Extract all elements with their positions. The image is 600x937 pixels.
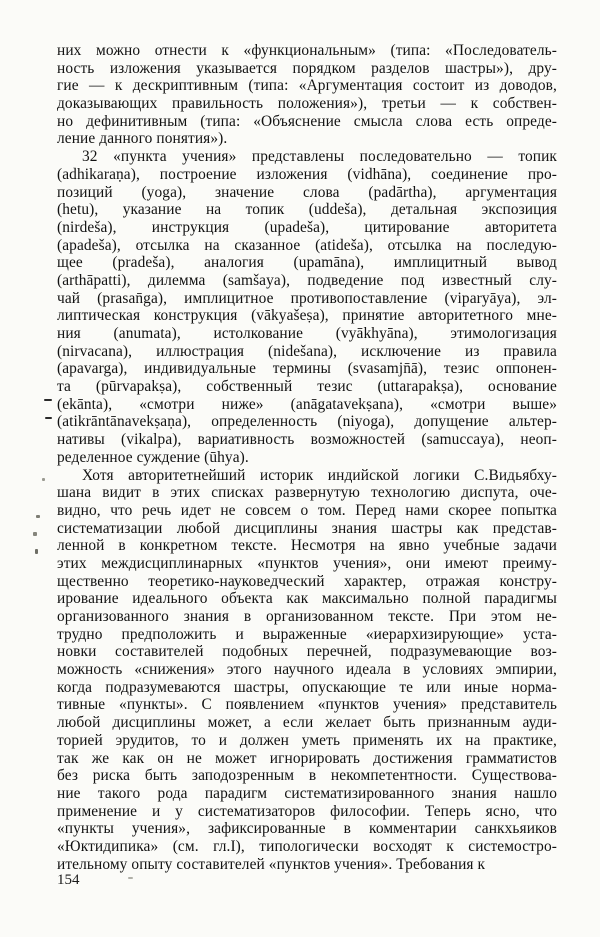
scan-artifact-speck xyxy=(42,478,45,481)
text-line: новки составителей подобных перечней, подразумевающие воз- xyxy=(57,643,557,661)
text-line: шана видит в этих списках развернутую технологию диспута, оче- xyxy=(57,484,557,502)
text-line: систематизации любой дисциплины знания шастры как представ- xyxy=(57,519,557,537)
text-line: этих междисциплинарных «пунктов учения», они имеют преиму- xyxy=(57,554,557,572)
text-line: трудно предположить и выраженные «иерархизирующие» уста- xyxy=(57,625,557,643)
text-line: организованного знания в организованном тексте. При этом не- xyxy=(57,608,557,625)
text-line: видно, что речь идет не совсем о том. Перед нами скорее попытка xyxy=(57,501,557,519)
text-block xyxy=(57,42,557,873)
text-line: (adhikaraṇa), построение изложения (vidhāna), соединение про- xyxy=(57,165,557,183)
text-line: (nirvacana), иллюстрация (nidešana), исключение из правила xyxy=(57,342,557,360)
text-line: но дефинитивным (типа: «Объяснение смысла слова есть опреде- xyxy=(57,112,557,130)
text-line: так же как он не может игнорировать достижения грамматистов xyxy=(57,749,557,767)
scan-artifact-dash xyxy=(44,399,52,401)
text-line: «Юктидипика» (см. гл.I), типологически восходят к системостро- xyxy=(57,837,557,855)
text-line: (apadeša), отсылка на сказанное (atideša), отсылка на последую- xyxy=(57,236,557,254)
text-line: ительному опыту составителей «пунктов учения». Требования к xyxy=(57,855,486,873)
text-line: нативы (vikalpa), вариативность возможностей (samuccaya), неоп- xyxy=(57,431,557,449)
text-line: применение и у систематизаторов философии. Теперь ясно, что xyxy=(57,802,557,820)
text-line: гие — к дескриптивным (типа: «Аргументация состоит из доводов, xyxy=(57,77,557,95)
text-line: любой дисциплины может, а если желает быть признанным ауди- xyxy=(57,714,557,732)
text-line: щественно теоретико-науковедческий характер, отражая констру- xyxy=(57,572,557,590)
text-line: (atikrāntānavekṣaṇa), определенность (niyoga), допущение альтер- xyxy=(57,413,557,431)
text-line: щее (pradeša), аналогия (upamāna), имплицитный вывод xyxy=(57,254,557,272)
text-line: когда подразумеваются шастры, опускающие те или иные норма- xyxy=(57,678,557,696)
scan-artifact-speck xyxy=(33,532,37,536)
scan-artifact-dash xyxy=(45,417,52,419)
text-line: ность изложения указывается порядком разделов шастры»), дру- xyxy=(57,59,557,77)
text-line: та (pūrvapakṣa), собственный тезис (uttarapakṣa), основание xyxy=(57,378,557,396)
text-line: «пункты учения», зафиксированные в комментарии санкхьяиков xyxy=(57,820,557,838)
text-line: (arthāpatti), дилемма (samšaya), подведение под известный слу- xyxy=(57,271,557,289)
text-line: позиций (yoga), значение слова (padārtha), аргументация xyxy=(57,183,557,201)
scan-artifact-speck xyxy=(35,549,38,554)
text-line: (ekānta), «смотри ниже» (anāgatavekṣana), «смотри выше» xyxy=(57,395,557,413)
text-line: доказывающих правильность положения»), третьи — к собствен- xyxy=(57,95,557,113)
page-number: 154 xyxy=(57,872,80,888)
paragraph xyxy=(57,148,557,466)
text-line: без риска быть заподозренным в некомпетентности. Существова- xyxy=(57,767,557,785)
scan-artifact-speck xyxy=(128,877,133,879)
text-line: ленной в конкретном тексте. Несмотря на явно учебные задачи xyxy=(57,537,557,555)
text-line: тивные «пункты». С появлением «пунктов учения» представитель xyxy=(57,696,557,714)
scan-artifact-speck xyxy=(36,515,40,518)
text-line: Хотя авторитетнейший историк индийской логики С.Видьябху- xyxy=(82,466,557,484)
text-line: можность «снижения» этого научного идеала в условиях эмпирии, xyxy=(57,661,557,679)
text-line: (apavarga), индивидуальные термины (svasamjn̄ā), тезис оппонен- xyxy=(57,360,557,378)
paragraph xyxy=(57,42,557,148)
text-line: них можно отнести к «функциональным» (типа: «Последователь- xyxy=(57,42,557,59)
text-line: ния (anumata), истолкование (vyākhyāna), этимологизация xyxy=(57,325,557,342)
text-line: чай (prasan̄ga), имплицитное противопоставление (viparyāya), эл- xyxy=(57,289,557,307)
text-line: ирование идеального объекта как максимально полной парадигмы xyxy=(57,590,557,608)
paragraph xyxy=(57,467,557,874)
text-line: ление данного понятия»). xyxy=(57,130,228,148)
text-line: ределенное суждение (ūhya). xyxy=(57,448,249,466)
text-line: 32 «пункта учения» представлены последовательно — топик xyxy=(82,148,557,166)
text-line: торией эрудитов, то и должен уметь применять их на практике, xyxy=(57,731,557,749)
text-line: (hetu), указание на топик (uddeša), детальная экспозиция xyxy=(57,201,557,219)
text-line: ние такого рода парадигм систематизированного знания нашло xyxy=(57,784,557,802)
text-line: липтическая конструкция (vākyašeṣa), принятие авторитетного мне- xyxy=(57,307,557,325)
text-line: (nirdeša), инструкция (upadeša), цитирование авторитета xyxy=(57,218,557,236)
